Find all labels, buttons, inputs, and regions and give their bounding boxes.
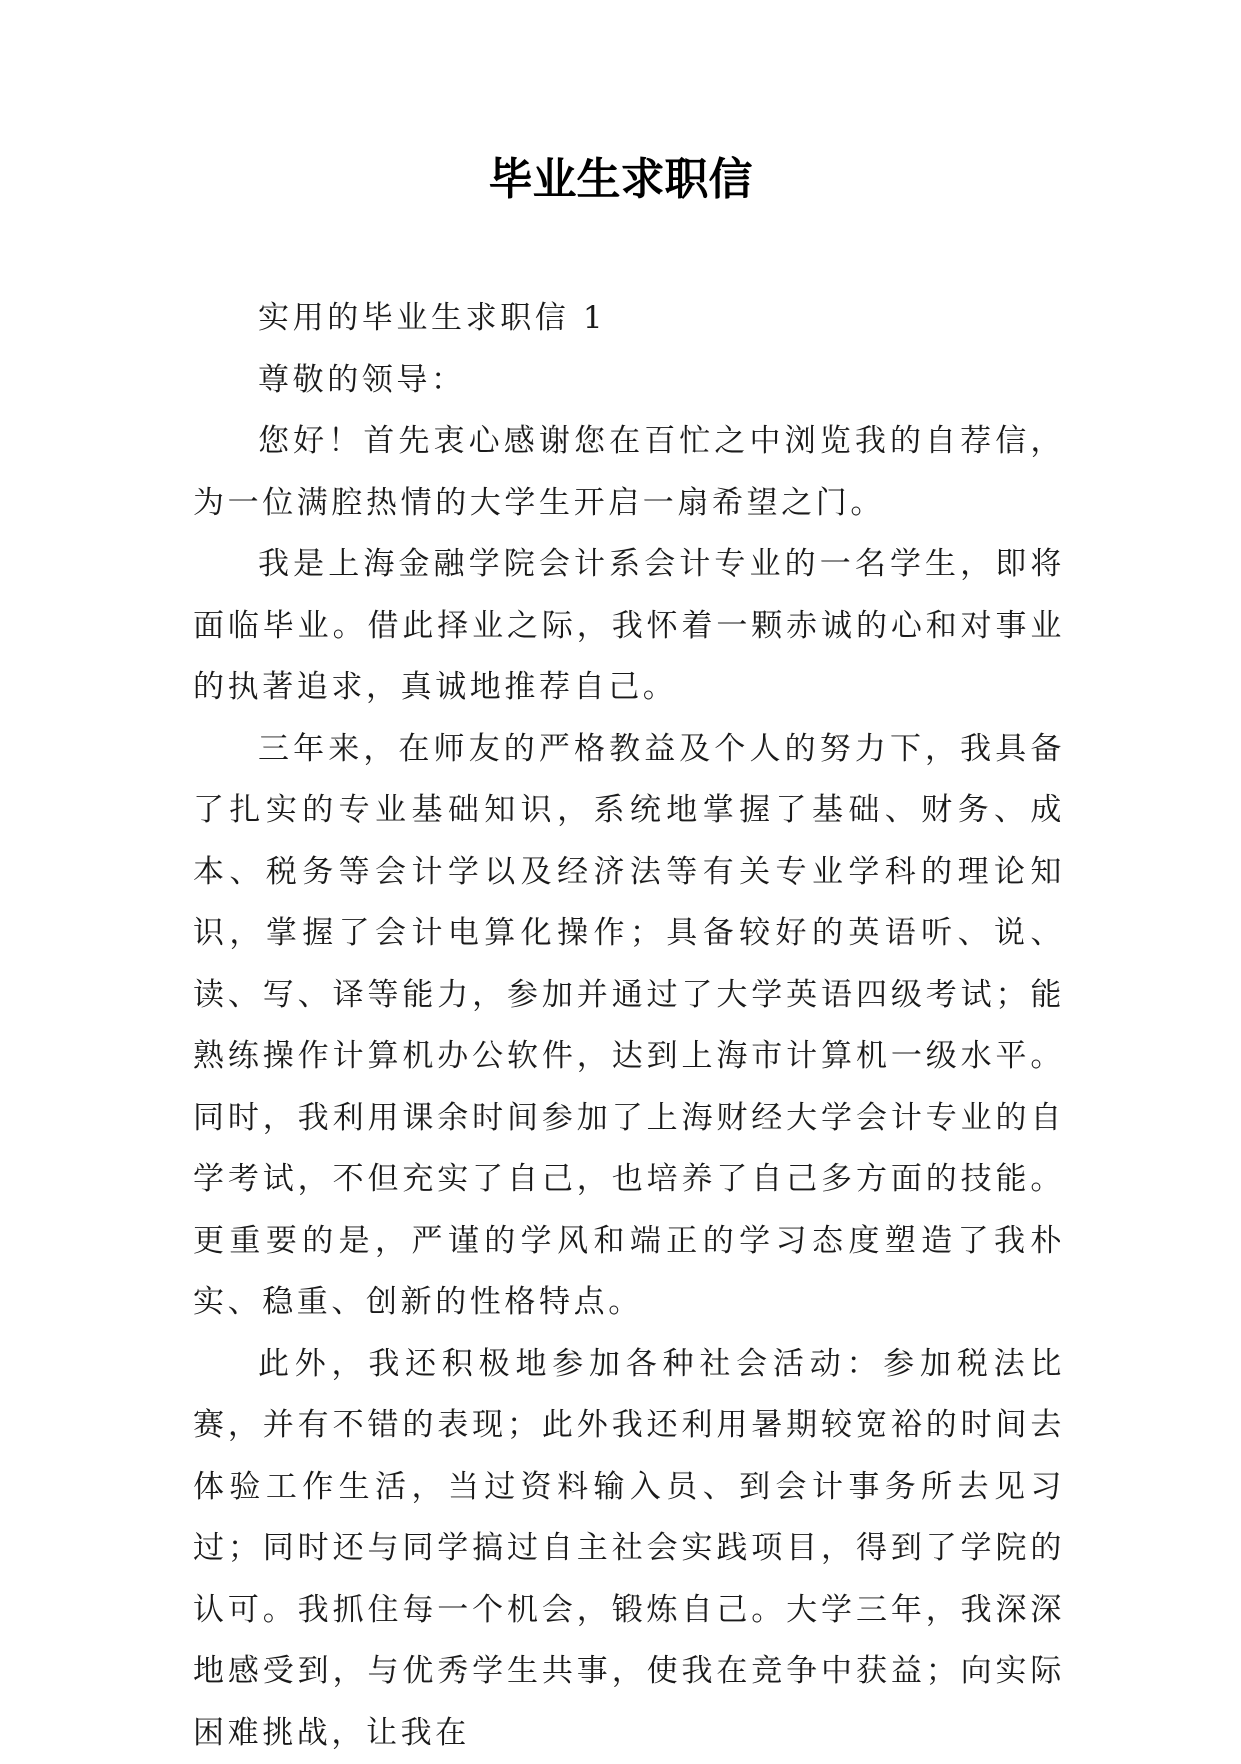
paragraph-greeting: 您好！首先衷心感谢您在百忙之中浏览我的自荐信，为一位满腔热情的大学生开启一扇希望之门。	[193, 411, 1065, 534]
document-body	[193, 288, 1065, 1764]
letter-subtitle: 实用的毕业生求职信 1	[193, 288, 1065, 350]
paragraph-activities: 此外，我还积极地参加各种社会活动：参加税法比赛，并有不错的表现；此外我还利用暑期较宽裕的时间去体验工作生活，当过资料输入员、到会计事务所去见习过；同时还与同学搞过自主社会实践项目，得到了学院的认可。我抓住每一个机会，锻炼自己。大学三年，我深深地感受到，与优秀学生共事，使我在竞争中获益；向实际困难挑战，让我在	[193, 1334, 1065, 1764]
letter-salutation: 尊敬的领导：	[193, 350, 1065, 412]
paragraph-introduction: 我是上海金融学院会计系会计专业的一名学生，即将面临毕业。借此择业之际，我怀着一颗赤诚的心和对事业的执著追求，真诚地推荐自己。	[193, 534, 1065, 719]
document-title: 毕业生求职信	[0, 150, 1241, 210]
paragraph-education: 三年来，在师友的严格教益及个人的努力下，我具备了扎实的专业基础知识，系统地掌握了基础、财务、成本、税务等会计学以及经济法等有关专业学科的理论知识，掌握了会计电算化操作；具备较好的英语听、说、读、写、译等能力，参加并通过了大学英语四级考试；能熟练操作计算机办公软件，达到上海市计算机一级水平。同时，我利用课余时间参加了上海财经大学会计专业的自学考试，不但充实了自己，也培养了自己多方面的技能。更重要的是，严谨的学风和端正的学习态度塑造了我朴实、稳重、创新的性格特点。	[193, 719, 1065, 1334]
